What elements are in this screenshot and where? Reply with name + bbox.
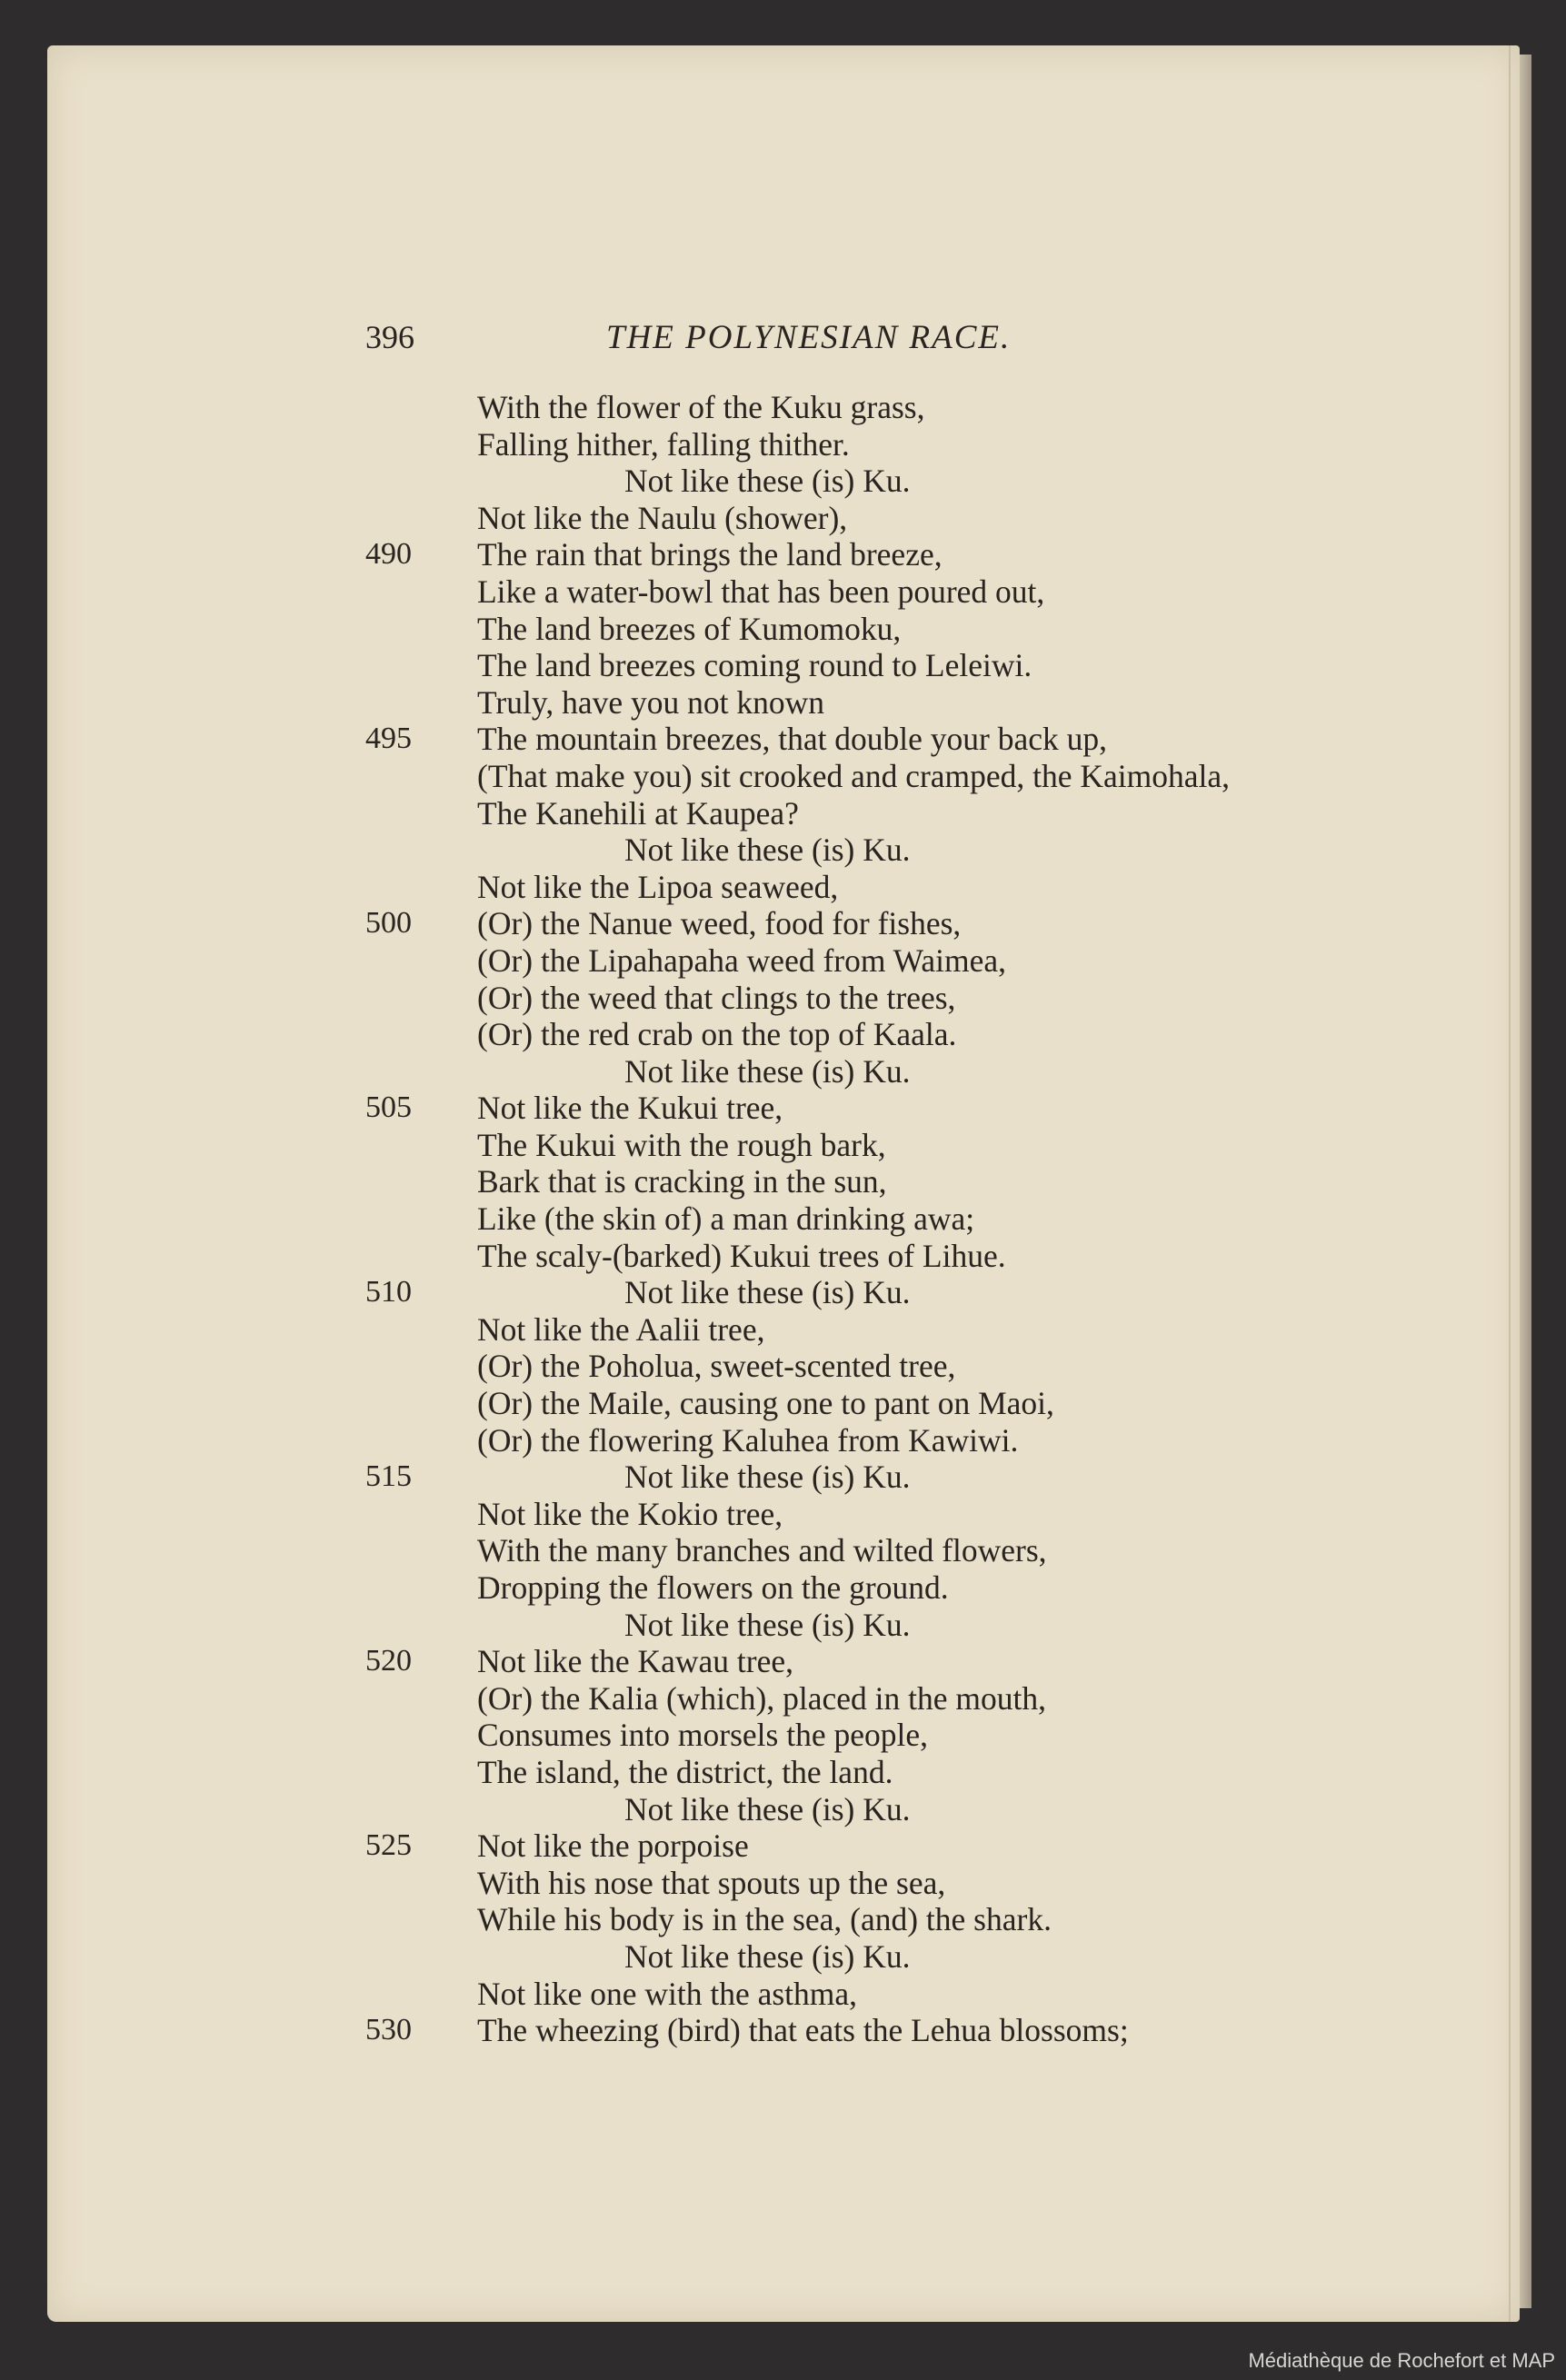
line-number: 525 xyxy=(365,1828,412,1863)
poem-line xyxy=(47,1311,1520,1349)
poem-line xyxy=(47,1422,1520,1459)
poem-line xyxy=(47,795,1520,832)
poem-line xyxy=(47,1385,1520,1422)
line-text: (Or) the weed that clings to the trees, xyxy=(477,979,956,1016)
line-text: Not like these (is) Ku. xyxy=(624,1790,911,1827)
line-text: Bark that is cracking in the sun, xyxy=(477,1163,887,1200)
page-number: 396 xyxy=(365,319,414,355)
line-text: Not like these (is) Ku. xyxy=(624,1052,911,1090)
line-text: Falling hither, falling thither. xyxy=(477,425,850,463)
line-text: Consumes into morsels the people, xyxy=(477,1717,928,1754)
poem-line xyxy=(47,1901,1520,1938)
line-number: 500 xyxy=(365,906,412,941)
line-number: 495 xyxy=(365,722,412,756)
line-text: Not like the Kokio tree, xyxy=(477,1495,783,1532)
line-text: (Or) the flowering Kaluhea from Kawiwi. xyxy=(477,1421,1019,1459)
poem-line xyxy=(47,684,1520,722)
library-watermark: Médiathèque de Rochefort et MAP xyxy=(1248,2349,1555,2372)
line-text: The Kanehili at Kaupea? xyxy=(477,794,799,832)
refrain-line xyxy=(47,1791,1520,1828)
poem-line xyxy=(47,1163,1520,1200)
line-text: Truly, have you not known xyxy=(477,683,824,721)
line-text: Like (the skin of) a man drinking awa; xyxy=(477,1200,975,1238)
line-number: 515 xyxy=(365,1459,412,1494)
line-text: (Or) the Maile, causing one to pant on Maoi, xyxy=(477,1385,1054,1422)
line-text: (Or) the Lipahapaha weed from Waimea, xyxy=(477,941,1006,979)
line-text: (Or) the red crab on the top of Kaala. xyxy=(477,1016,957,1053)
poem-line xyxy=(47,1569,1520,1607)
poem-line xyxy=(47,389,1520,426)
line-text: The mountain breezes, that double your back up, xyxy=(477,721,1108,758)
page-header xyxy=(47,318,1520,363)
poem-line xyxy=(47,611,1520,648)
poem-line xyxy=(47,1643,1520,1680)
line-text: The scaly-(barked) Kukui trees of Lihue. xyxy=(477,1237,1006,1274)
refrain-line xyxy=(47,1459,1520,1496)
line-text: Not like the Kukui tree, xyxy=(477,1090,783,1127)
line-text: The island, the district, the land. xyxy=(477,1753,893,1790)
line-text: With his nose that spouts up the sea, xyxy=(477,1864,946,1901)
poem-line xyxy=(47,1200,1520,1238)
line-number: 490 xyxy=(365,537,412,572)
poem-line xyxy=(47,426,1520,463)
line-text: (Or) the Poholua, sweet-scented tree, xyxy=(477,1348,956,1385)
line-text: Not like the Aalii tree, xyxy=(477,1310,765,1348)
line-text: Not like the Lipoa seaweed, xyxy=(477,868,839,905)
line-text: The Kukui with the rough bark, xyxy=(477,1126,886,1163)
poem-text xyxy=(47,389,1520,2049)
line-text: With the flower of the Kuku grass, xyxy=(477,389,925,425)
line-text: The land breezes of Kumomoku, xyxy=(477,610,902,647)
refrain-line xyxy=(47,1607,1520,1644)
line-text: (Or) the Kalia (which), placed in the mouth, xyxy=(477,1679,1046,1717)
poem-line xyxy=(47,1090,1520,1127)
poem-line xyxy=(47,573,1520,611)
poem-line xyxy=(47,1016,1520,1053)
poem-line xyxy=(47,1532,1520,1569)
line-number: 505 xyxy=(365,1090,412,1125)
refrain-line xyxy=(47,463,1520,500)
poem-line xyxy=(47,1754,1520,1791)
line-text: While his body is in the sea, (and) the shark. xyxy=(477,1901,1052,1938)
line-text: Dropping the flowers on the ground. xyxy=(477,1569,949,1606)
poem-line xyxy=(47,2012,1520,2049)
poem-line xyxy=(47,536,1520,573)
line-text: Not like the porpoise xyxy=(477,1827,749,1865)
line-text: Not like these (is) Ku. xyxy=(624,1459,911,1496)
line-text: The land breezes coming round to Leleiwi. xyxy=(477,647,1032,684)
line-text: The wheezing (bird) that eats the Lehua blossoms; xyxy=(477,2012,1129,2049)
poem-line xyxy=(47,905,1520,942)
poem-line xyxy=(47,1496,1520,1533)
line-number: 530 xyxy=(365,2013,412,2047)
poem-line xyxy=(47,647,1520,684)
line-number: 520 xyxy=(365,1644,412,1678)
poem-line xyxy=(47,869,1520,906)
refrain-line xyxy=(47,1274,1520,1311)
line-text: With the many branches and wilted flowers, xyxy=(477,1532,1047,1569)
poem-line xyxy=(47,1348,1520,1385)
poem-line xyxy=(47,1865,1520,1902)
line-text: Like a water-bowl that has been poured out, xyxy=(477,573,1045,610)
poem-line xyxy=(47,980,1520,1017)
line-text: Not like these (is) Ku. xyxy=(624,1937,911,1975)
line-text: Not like the Kawau tree, xyxy=(477,1643,793,1680)
line-number: 510 xyxy=(365,1275,412,1309)
line-text: Not like these (is) Ku. xyxy=(624,1606,911,1643)
line-text: Not like these (is) Ku. xyxy=(624,463,911,500)
line-text: Not like the Naulu (shower), xyxy=(477,499,848,536)
line-text: Not like these (is) Ku. xyxy=(624,832,911,869)
line-text: (Or) the Nanue weed, food for fishes, xyxy=(477,905,962,942)
poem-line xyxy=(47,1680,1520,1718)
running-head: THE POLYNESIAN RACE. xyxy=(606,319,1012,356)
line-text: Not like these (is) Ku. xyxy=(624,1274,911,1311)
refrain-line xyxy=(47,1938,1520,1976)
line-text: The rain that brings the land breeze, xyxy=(477,536,943,573)
poem-line xyxy=(47,721,1520,758)
poem-line xyxy=(47,758,1520,795)
line-text: Not like one with the asthma, xyxy=(477,1975,858,2012)
refrain-line xyxy=(47,1053,1520,1090)
poem-line xyxy=(47,1238,1520,1275)
poem-line xyxy=(47,1976,1520,2013)
poem-line xyxy=(47,1717,1520,1754)
poem-line xyxy=(47,942,1520,980)
book-page xyxy=(47,45,1520,2322)
refrain-line xyxy=(47,832,1520,869)
line-text: (That make you) sit crooked and cramped, the Kaimohala, xyxy=(477,757,1231,794)
poem-line xyxy=(47,500,1520,537)
poem-line xyxy=(47,1827,1520,1865)
poem-line xyxy=(47,1127,1520,1164)
